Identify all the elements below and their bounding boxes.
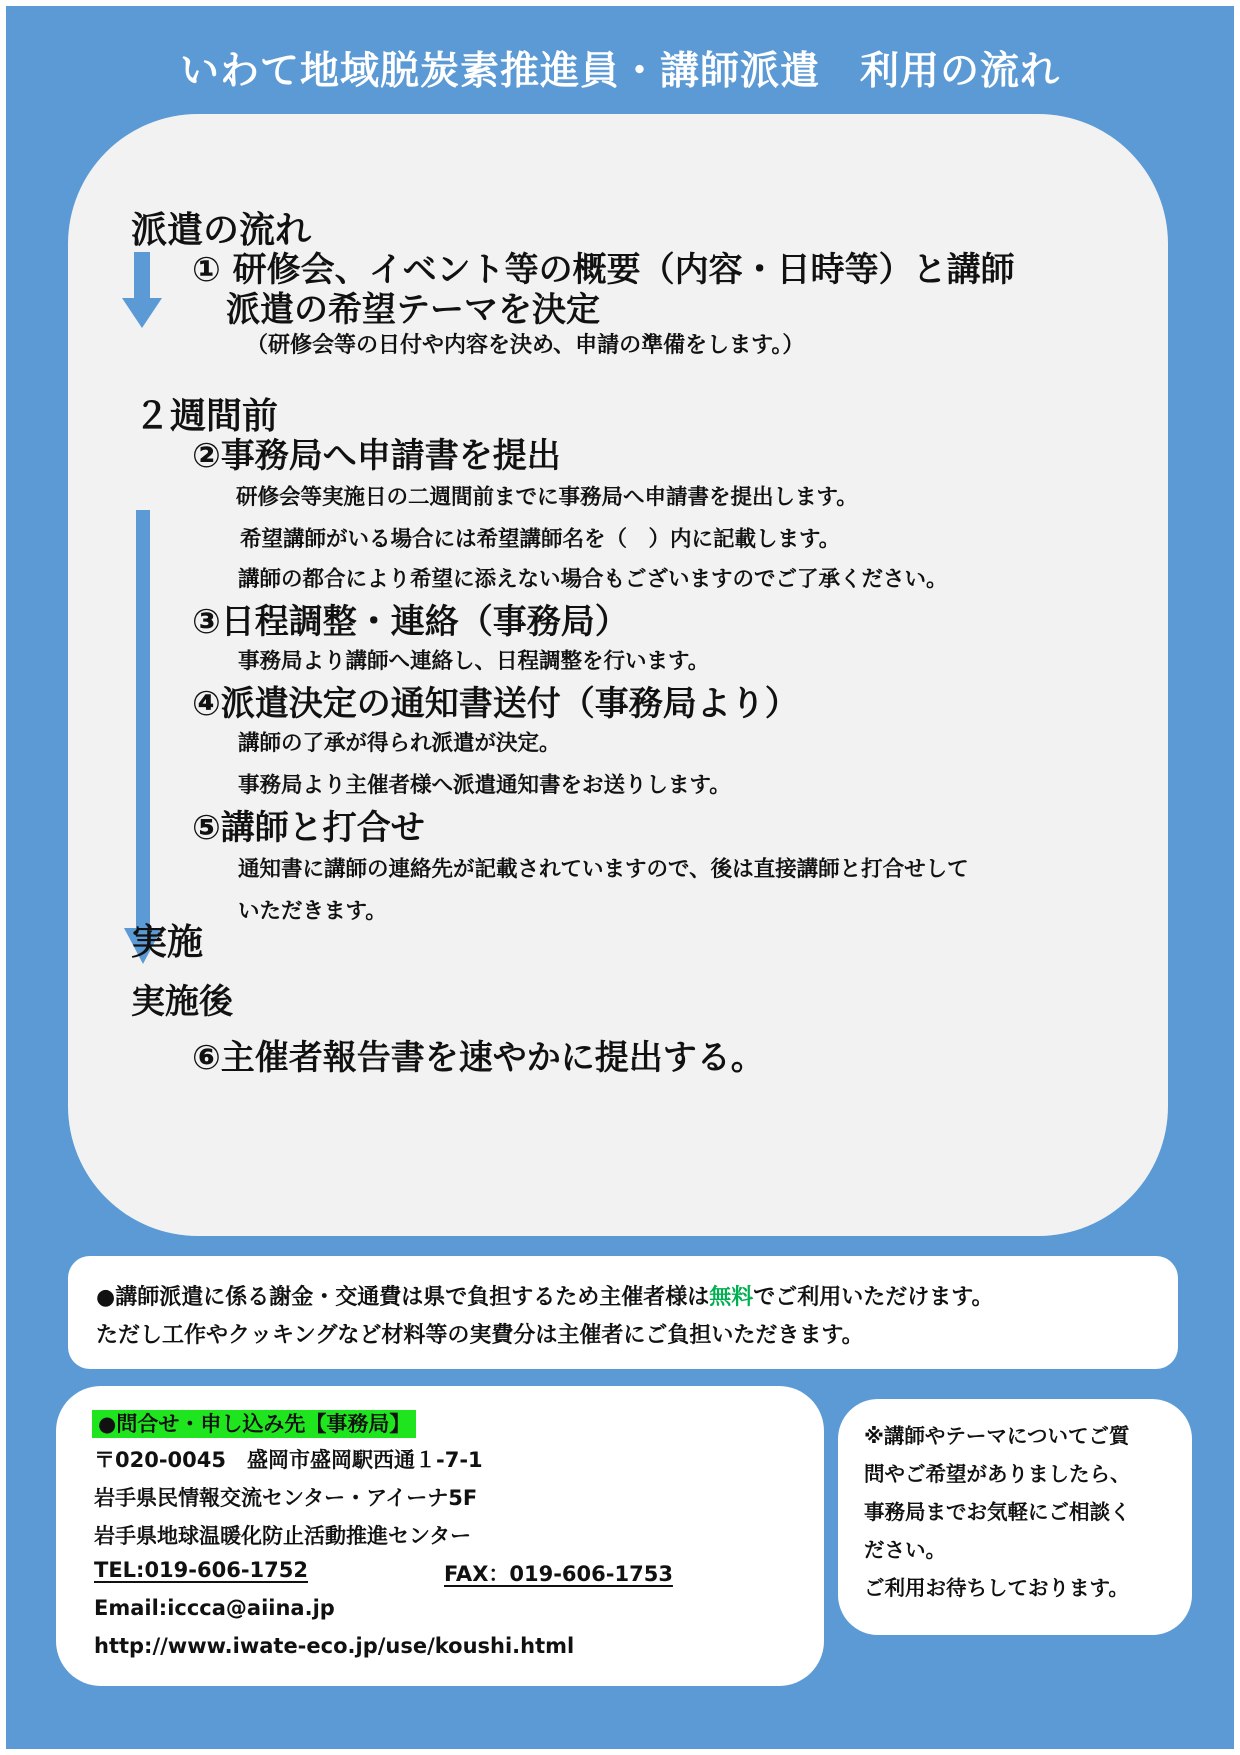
contact-fax: FAX：019-606-1753 [444, 1562, 673, 1586]
step5-text-1: 通知書に講師の連絡先が記載されていますので、後は直接講師と打合せして [238, 857, 969, 882]
advice-box [838, 1399, 1192, 1635]
contact-address: 〒020-0045 盛岡市盛岡駅西通１-7-1 [94, 1448, 483, 1472]
contact-building: 岩手県民情報交流センター・アイーナ5F [94, 1486, 478, 1510]
long-down-arrow-icon [122, 510, 164, 970]
fee-line-1-b: でご利用いただけます。 [753, 1285, 994, 1310]
contact-box [56, 1386, 824, 1686]
step2-title: ②事務局へ申請書を提出 [192, 436, 561, 476]
free-label: 無料 [709, 1285, 754, 1310]
step4-text-1: 講師の了承が得られ派遣が決定。 [238, 731, 561, 756]
implementation-label: 実施 [131, 922, 204, 963]
short-down-arrow-icon [120, 252, 166, 332]
step2-text-1: 研修会等実施日の二週間前までに事務局へ申請書を提出します。 [236, 485, 858, 510]
page-background [6, 6, 1234, 1749]
contact-url[interactable]: http://www.iwate-eco.jp/use/koushi.html [94, 1634, 575, 1658]
flow-panel [68, 114, 1168, 1236]
step6-title: ⑥主催者報告書を速やかに提出する。 [192, 1038, 765, 1078]
step2-text-2: 希望講師がいる場合には希望講師名を（ ）内に記載します。 [240, 527, 841, 552]
fee-notice-box [68, 1256, 1178, 1369]
step5-text-2: いただきます。 [238, 899, 387, 924]
step1-line1: ① 研修会、イベント等の概要（内容・日時等）と講師 [192, 250, 1015, 290]
advice-line-2: 問やご希望がありましたら、 [864, 1462, 1131, 1486]
contact-heading-text: ●問合せ・申し込み先【事務局】 [92, 1410, 416, 1438]
fee-line-1-a: ●講師派遣に係る謝金・交通費は県で負担するため主催者様は [96, 1285, 710, 1310]
step3-text-1: 事務局より講師へ連絡し、日程調整を行います。 [238, 649, 710, 674]
fee-line-1 [96, 1280, 993, 1311]
advice-line-1: ※講師やテーマについてご質 [864, 1424, 1130, 1448]
two-weeks-before: ２週間前 [134, 396, 279, 437]
after-implementation-label: 実施後 [131, 982, 233, 1022]
step2-text-3: 講師の都合により希望に添えない場合もございますのでご了承ください。 [238, 567, 948, 592]
step4-text-2: 事務局より主催者様へ派遣通知書をお送りします。 [238, 773, 731, 798]
step5-title: ⑤講師と打合せ [192, 808, 425, 848]
contact-organization: 岩手県地球温暖化防止活動推進センター [94, 1524, 472, 1548]
contact-email[interactable]: Email:iccca@aiina.jp [94, 1596, 335, 1620]
advice-line-4: ださい。 [864, 1538, 946, 1562]
advice-line-5: ご利用お待ちしております。 [864, 1576, 1129, 1600]
contact-tel[interactable]: TEL:019-606-1752 [94, 1558, 308, 1582]
step1-note: （研修会等の日付や内容を決め、申請の準備をします。） [246, 333, 805, 358]
flow-heading: 派遣の流れ [131, 210, 312, 251]
advice-line-3: 事務局までお気軽にご相談く [864, 1500, 1131, 1524]
contact-heading [92, 1408, 416, 1438]
step4-title: ④派遣決定の通知書送付（事務局より） [192, 684, 799, 724]
fee-line-2: ただし工作やクッキングなど材料等の実費分は主催者にご負担いただきます。 [96, 1323, 864, 1348]
page-title: いわて地域脱炭素推進員・講師派遣 利用の流れ [179, 49, 1060, 94]
step1-line2: 派遣の希望テーマを決定 [226, 290, 600, 330]
step3-title: ③日程調整・連絡（事務局） [192, 602, 629, 642]
